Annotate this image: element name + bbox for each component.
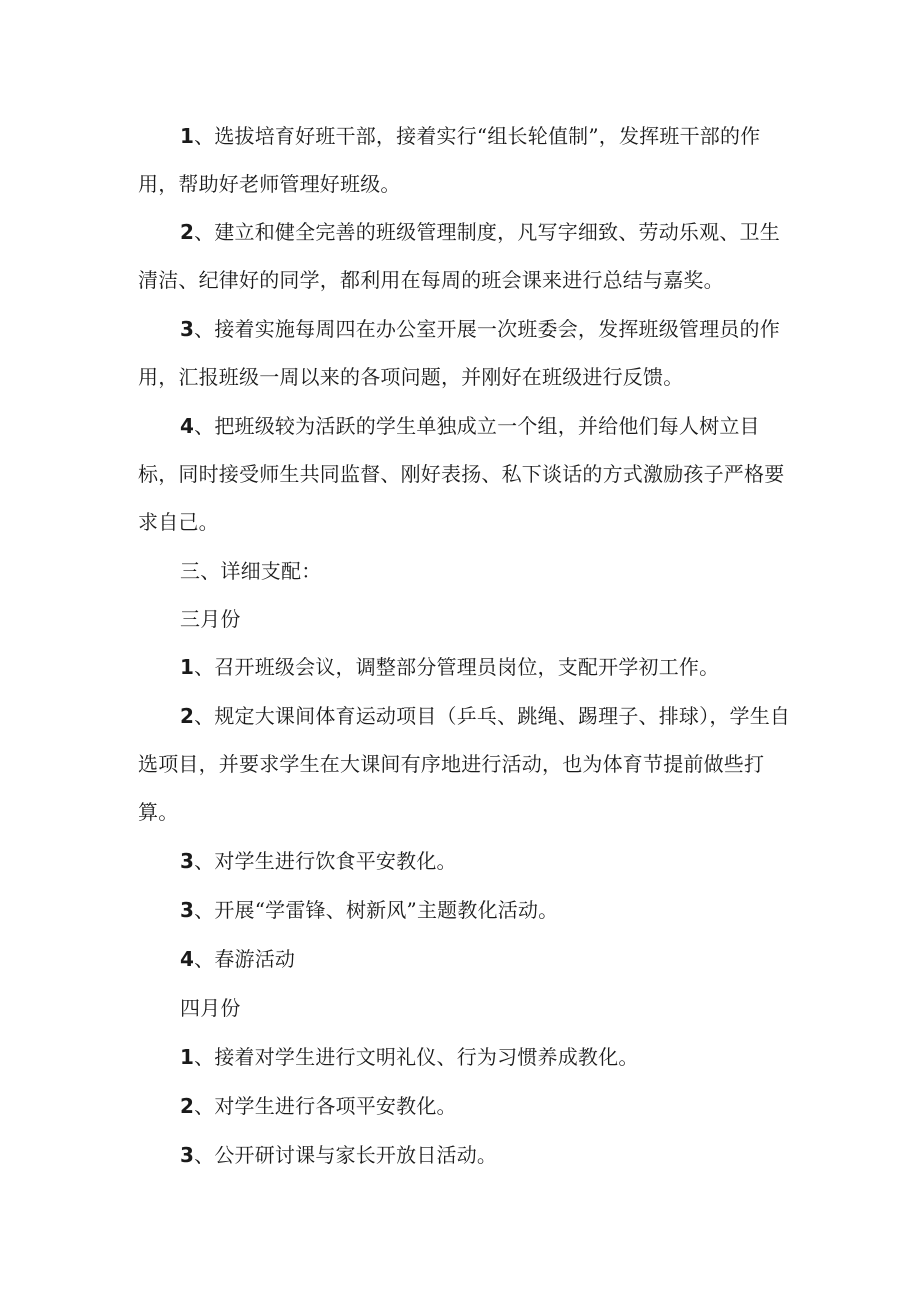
- paragraph-1: [138, 112, 798, 208]
- item-number: 4: [180, 947, 195, 971]
- item-number: 3: [180, 1143, 195, 1167]
- march-item-5: [138, 935, 798, 983]
- march-item-3: [138, 837, 798, 885]
- item-number: 3: [180, 849, 195, 873]
- march-title: 三月份: [180, 607, 241, 631]
- item-text: 、春游活动: [194, 947, 296, 971]
- paragraph-text: 、建立和健全完善的班级管理制度，凡写字细致、劳动乐观、卫生清洁、纪律好的同学，都利用在每周的班会课来进行总结与嘉奖。: [138, 220, 780, 292]
- march-item-2: [138, 692, 798, 836]
- march-item-1: [138, 643, 798, 691]
- item-number: 2: [180, 704, 195, 728]
- item-number: 3: [180, 898, 195, 922]
- item-text: 、对学生进行各项平安教化。: [194, 1094, 457, 1118]
- item-text: 、开展“学雷锋、树新风”主题教化活动。: [194, 898, 559, 922]
- april-title: 四月份: [180, 996, 241, 1020]
- paragraph-4: [138, 402, 798, 546]
- paragraph-2: [138, 208, 798, 304]
- item-text: 、公开研讨课与家长开放日活动。: [194, 1143, 498, 1167]
- paragraph-text: 、选拔培育好班干部，接着实行“组长轮值制”，发挥班干部的作用，帮助好老师管理好班级。: [138, 124, 761, 196]
- item-number: 3: [180, 317, 195, 341]
- item-text: 、规定大课间体育运动项目（乒乓、跳绳、踢理子、排球），学生自选项目，并要求学生在大课间有序地进行活动，也为体育节提前做些打算。: [138, 704, 791, 824]
- item-number: 4: [180, 414, 195, 438]
- item-number: 1: [180, 655, 195, 679]
- april-item-2: [138, 1082, 798, 1130]
- april-item-3: [138, 1131, 798, 1179]
- paragraph-text: 、接着实施每周四在办公室开展一次班委会，发挥班级管理员的作用，汇报班级一周以来的各项问题，并刚好在班级进行反馈。: [138, 317, 780, 389]
- item-number: 2: [180, 220, 195, 244]
- paragraph-3: [138, 305, 798, 401]
- item-text: 、对学生进行饮食平安教化。: [194, 849, 457, 873]
- april-item-1: [138, 1033, 798, 1081]
- item-text: 、召开班级会议，调整部分管理员岗位，支配开学初工作。: [194, 655, 720, 679]
- paragraph-text: 、把班级较为活跃的学生单独成立一个组，并给他们每人树立目标，同时接受师生共同监督、刚好表扬、私下谈话的方式激励孩子严格要求自己。: [138, 414, 785, 534]
- item-number: 2: [180, 1094, 195, 1118]
- item-number: 1: [180, 1045, 195, 1069]
- item-number: 1: [180, 124, 195, 148]
- march-item-4: [138, 886, 798, 934]
- item-text: 、接着对学生进行文明礼仪、行为习惯养成教化。: [194, 1045, 639, 1069]
- section-title: 三、详细支配：: [180, 559, 322, 583]
